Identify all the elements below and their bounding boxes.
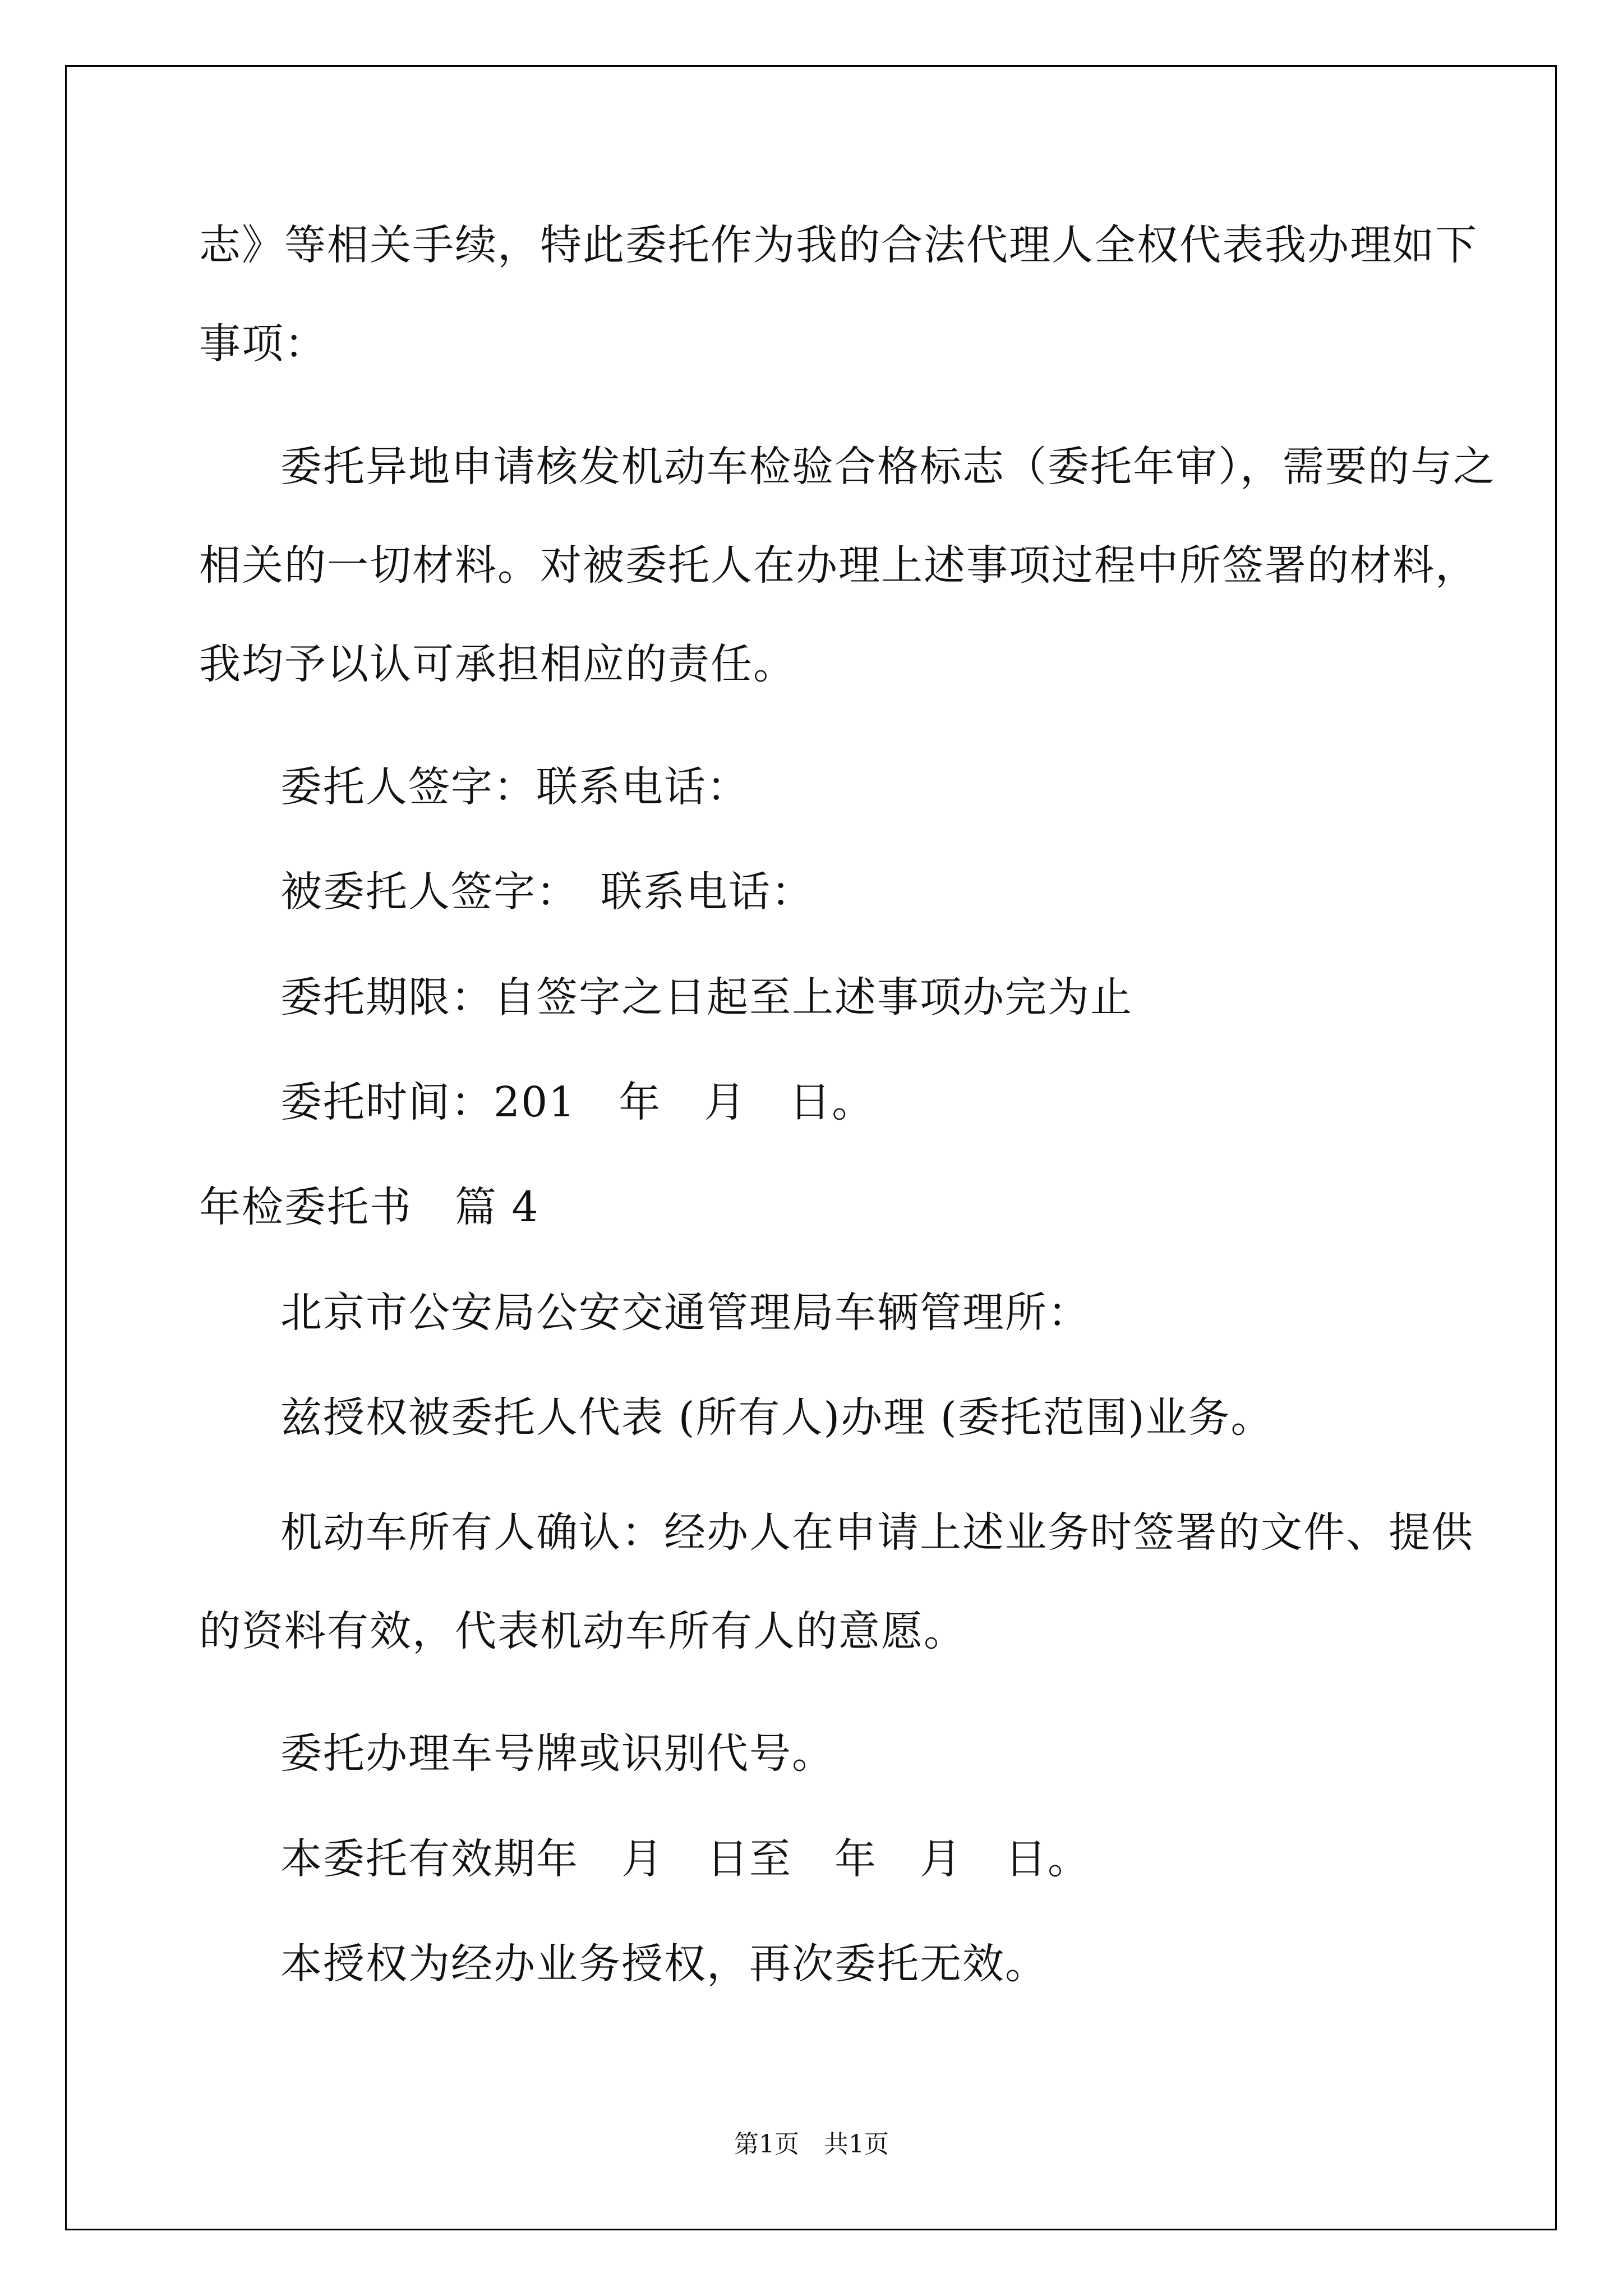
paragraph-line: 委托人签字：联系电话： — [280, 763, 749, 811]
paragraph-line: 委托异地申请核发机动车检验合格标志（委托年审），需要的与之 — [280, 443, 1496, 491]
paragraph-line: 委托时间：201 年 月 日。 — [280, 1078, 875, 1126]
paragraph-line: 北京市公安局公安交通管理局车辆管理所： — [280, 1289, 1090, 1337]
paragraph-line: 委托办理车号牌或识别代号。 — [280, 1729, 834, 1778]
paragraph-line: 事项： — [199, 320, 327, 368]
paragraph-line: 委托期限：自签字之日起至上述事项办完为止 — [280, 973, 1133, 1022]
paragraph-line: 兹授权被委托人代表 (所有人)办理 (委托范围)业务。 — [280, 1393, 1274, 1442]
paragraph-line: 志》等相关手续，特此委托作为我的合法代理人全权代表我办理如下 — [199, 221, 1478, 269]
page-footer: 第1页 共1页 — [734, 2130, 889, 2159]
section-heading: 年检委托书 篇 4 — [199, 1183, 540, 1231]
paragraph-line: 我均予以认可承担相应的责任。 — [199, 640, 796, 688]
paragraph-line: 机动车所有人确认：经办人在申请上述业务时签署的文件、提供 — [280, 1508, 1474, 1557]
paragraph-line: 本委托有效期年 月 日至 年 月 日。 — [280, 1835, 1090, 1883]
paragraph-line: 本授权为经办业务授权，再次委托无效。 — [280, 1940, 1048, 1988]
paragraph-line: 被委托人签字： 联系电话： — [280, 868, 814, 916]
paragraph-line: 的资料有效，代表机动车所有人的意愿。 — [199, 1607, 966, 1655]
page-border — [65, 65, 1557, 2230]
paragraph-line: 相关的一切材料。对被委托人在办理上述事项过程中所签署的材料， — [199, 541, 1478, 590]
